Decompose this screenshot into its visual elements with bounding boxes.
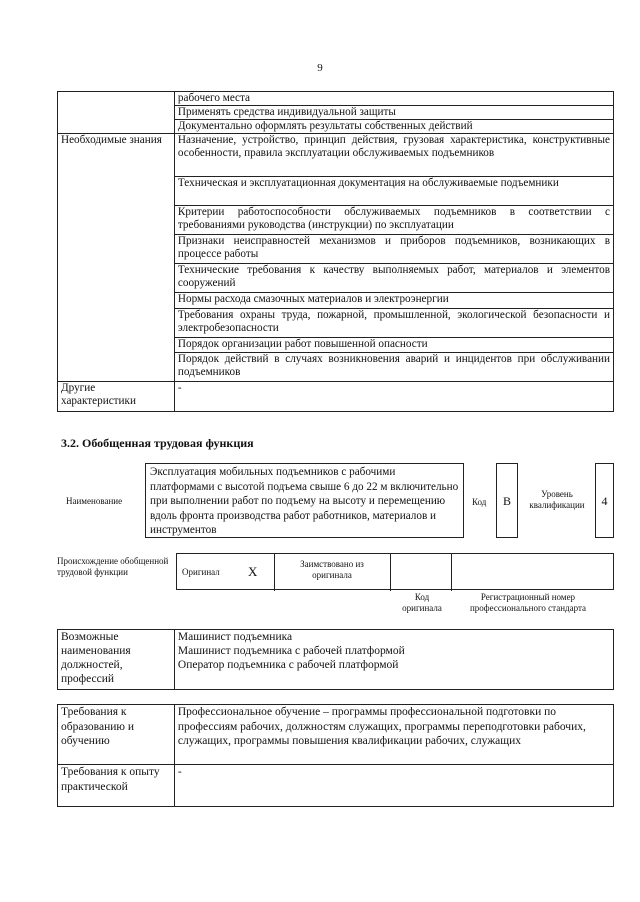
function-name-box — [145, 463, 464, 538]
positions-list — [174, 630, 613, 690]
knowledge-item: Технические требования к качеству выполняемых работ, материалов и элементов сооружений — [174, 264, 613, 293]
origin-table — [176, 553, 614, 590]
other-characteristics-value: - — [174, 382, 613, 412]
knowledge-item: Критерии работоспособности обслуживаемых подъемников в соответствии с требованиями руководства (инструкции) по эксплуатации — [174, 206, 613, 235]
origin-label: Происхождение обобщенной трудовой функции — [57, 556, 169, 577]
knowledge-item: Порядок действий в случаях возникновения аварий и инцидентов при обслуживании подъемников — [174, 353, 613, 382]
page-number: 9 — [317, 62, 323, 74]
knowledge-label: Необходимые знания — [58, 134, 175, 382]
skill-row: Применять средства индивидуальной защиты — [174, 106, 613, 120]
empty-label-cell — [58, 92, 175, 134]
skill-row: Документально оформлять результаты собственных действий — [174, 120, 613, 134]
experience-label: Требования к опыту практической — [58, 765, 175, 807]
experience-value: - — [174, 765, 613, 807]
divider — [274, 554, 275, 591]
divider — [390, 554, 391, 591]
other-characteristics-label: Другие характеристики — [58, 382, 175, 412]
positions-label: Возможные наименования должностей, профессий — [58, 630, 175, 690]
original-mark: X — [248, 564, 258, 579]
knowledge-item: Техническая и эксплуатационная документация на обслуживаемые подъемники — [174, 177, 613, 206]
code-box — [496, 463, 518, 538]
borrowed-label: Заимствовано из оригинала — [300, 559, 364, 580]
code-value: B — [502, 494, 511, 508]
knowledge-item: Назначение, устройство, принцип действия, грузовая характеристика, конструктивные особенности, правила эксплуатации обслуживаемых подъемников — [174, 134, 613, 177]
knowledge-item: Нормы расхода смазочных материалов и электроэнергии — [174, 293, 613, 309]
knowledge-item: Порядок организации работ повышенной опасности — [174, 338, 613, 353]
code-original-label: Код оригинала — [402, 592, 442, 613]
function-name-text: Эксплуатация мобильных подъемников с рабочими платформами с высотой подъема свыше 6 до 22 м включительно при выполнении работ по подъему на высоту и перемещению вдоль фронта производства работ работников, материалов и инструментов — [150, 466, 459, 536]
knowledge-table — [57, 91, 614, 412]
level-box — [595, 463, 614, 538]
code-label: Код — [472, 497, 487, 507]
position-item: Машинист подъемника с рабочей платформой — [177, 645, 405, 657]
reg-number-label: Регистрационный номер профессионального стандарта — [469, 592, 587, 613]
position-item: Машинист подъемника — [177, 631, 293, 643]
divider — [451, 554, 452, 591]
knowledge-item: Признаки неисправностей механизмов и приборов подъемников, возникающих в процессе работы — [174, 235, 613, 264]
position-item: Оператор подъемника с рабочей платформой — [177, 659, 399, 671]
positions-table — [57, 629, 614, 690]
section-heading: 3.2. Обобщенная трудовая функция — [61, 436, 254, 450]
education-value: Профессиональное обучение – программы профессиональной подготовки по профессиям рабочих, должностям служащих, программы переподготовки рабочих, служащих, программы повышения квалификации рабочих, служащих — [174, 705, 613, 765]
original-label: Оригинал — [182, 567, 220, 577]
knowledge-item: Требования охраны труда, пожарной, промышленной, экологической безопасности и электробезопасности — [174, 309, 613, 338]
level-label: Уровень квалификации — [529, 489, 585, 510]
requirements-table — [57, 704, 614, 807]
education-label: Требования к образованию и обучению — [58, 705, 175, 765]
level-value: 4 — [601, 494, 608, 508]
name-label: Наименование — [66, 496, 123, 506]
skill-row: рабочего места — [174, 92, 613, 106]
